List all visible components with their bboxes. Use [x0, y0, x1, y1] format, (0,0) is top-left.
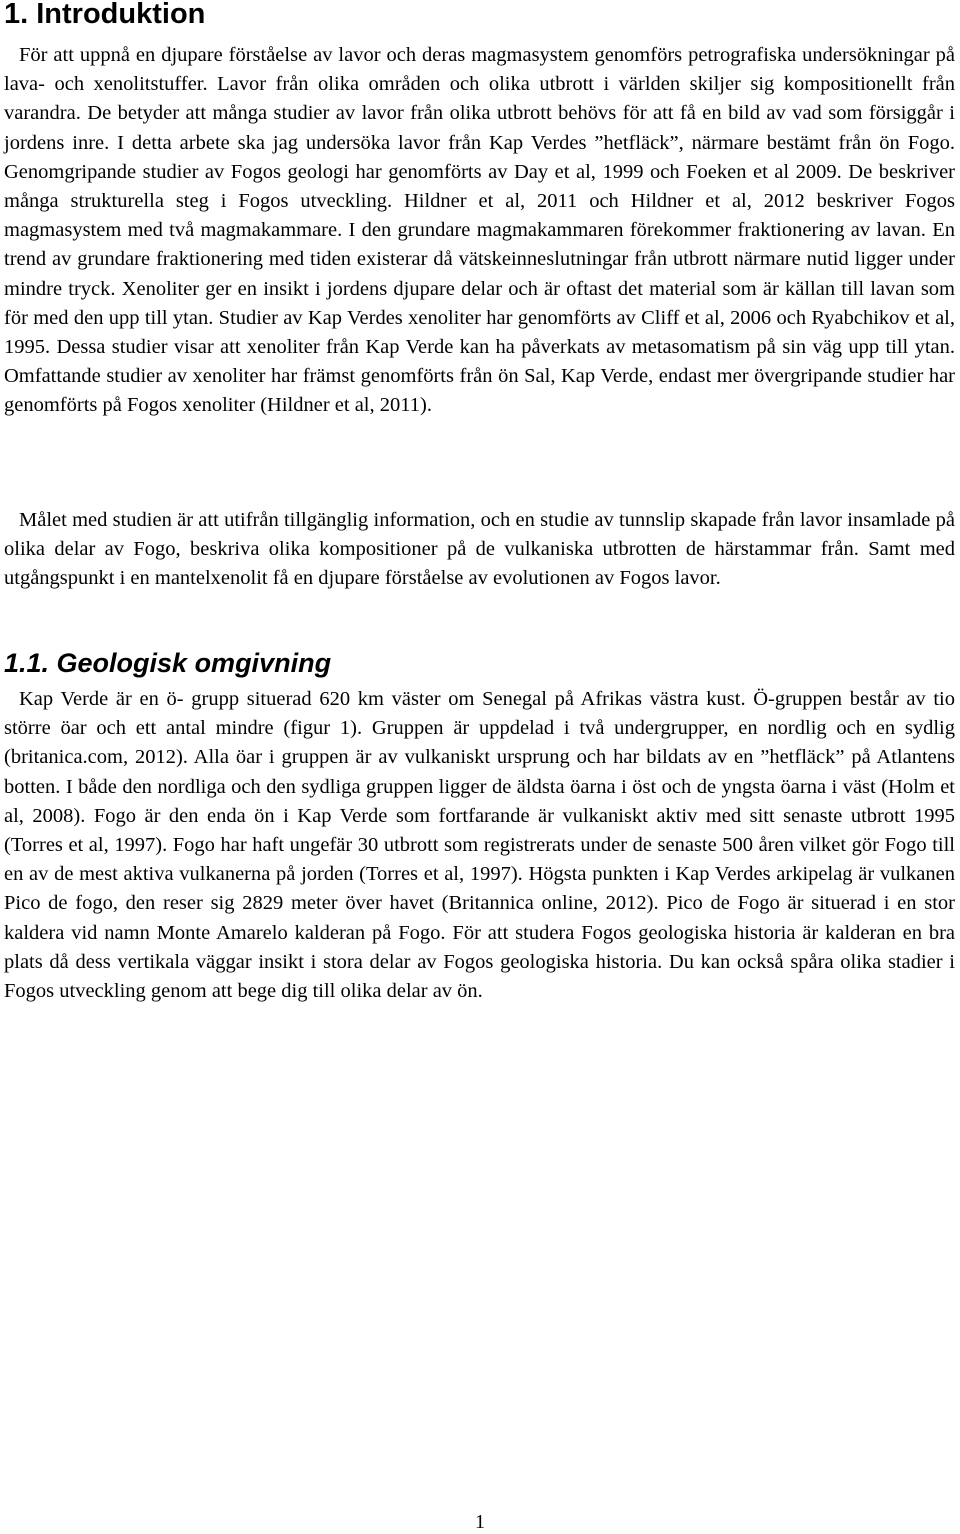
geology-paragraph: Kap Verde är en ö- grupp situerad 620 km väster om Senegal på Afrikas västra kust. Ö-gruppen består av tio större öar och ett antal mindre (figur 1). Gruppen är uppdelad i två undergrupper, en nordlig och en sydlig (britanica.com, 2012). Alla öar i gruppen är av vulkaniskt ursprung och har bildats av en ”hetfläck” på Atlantens botten. I både den nordliga och den sydliga gruppen ligger de äldsta öarna i öst och de yngsta öarna i väst (Holm et al, 2008). Fogo är den enda ön i Kap Verde som fortfarande är vulkaniskt aktiv med sitt senaste utbrott 1995 (Torres et al, 1997). Fogo har haft ungefär 30 utbrott som registrerats under de senaste 500 åren vilket gör Fogo till en av de mest aktiva vulkanerna på jorden (Torres et al, 1997). Högsta punkten i Kap Verdes arkipelag är vulkanen Pico de fogo, den reser sig 2829 meter över havet (Britannica online, 2012). Pico de Fogo är situerad i en stor kaldera vid namn Monte Amarelo kalderan på Fogo. För att studera Fogos geologiska historia är kalderan en bra plats då dess vertikala väggar insikt i stora delar av Fogos geologiska historia. Du kan också spåra olika stadier i Fogos utveckling genom att bege dig till olika delar av ön.	[4, 688, 955, 1003]
intro-paragraph-1: För att uppnå en djupare förståelse av lavor och deras magmasystem genomförs petrografiska undersökningar på lava- och xenolitstuffer. Lavor från olika områden och olika utbrott i världen skiljer sig kompositionellt från varandra. De betyder att många studier av lavor från olika utbrott behövs för att få en bild av vad som försiggår i jordens inre. I detta arbete ska jag undersöka lavor från Kap Verdes ”hetfläck”, närmare bestämt från ön Fogo. Genomgripande studier av Fogos geologi har genomförts av Day et al, 1999 och Foeken et al 2009. De beskriver många strukturella steg i Fogos utveckling. Hildner et al, 2011 och Hildner et al, 2012 beskriver Fogos magmasystem med två magmakammare. I den grundare magmakammaren förekommer fraktionering av lavan. En trend av grundare fraktionering med tiden existerar då vätskeinneslutningar från utbrott närmare nutid ligger under mindre tryck. Xenoliter ger en insikt i jordens djupare delar och är oftast det material som är källan till lavan som för med den upp till ytan. Studier av Kap Verdes xenoliter har genomförts av Cliff et al, 2006 och Ryabchikov et al, 1995. Dessa studier visar att xenoliter från Kap Verde kan ha påverkats av metasomatism på sin väg upp till ytan. Omfattande studier av xenoliter har främst genomförts från ön Sal, Kap Verde, endast mer övergripande studier har genomförts på Fogos xenoliter (Hildner et al, 2011).	[4, 44, 955, 417]
subsection-heading: 1.1. Geologisk omgivning	[4, 648, 332, 678]
section-heading: 1. Introduktion	[4, 0, 206, 30]
intro-paragraph-2: Målet med studien är att utifrån tillgänglig information, och en studie av tunnslip skapade från lavor insamlade på olika delar av Fogo, beskriva olika kompositioner på de vulkaniska utbrotten de härstammar från. Samt med utgångspunkt i en mantelxenolit få en djupare förståelse av evolutionen av Fogos lavor.	[4, 509, 955, 590]
page-number: 1	[475, 1511, 485, 1533]
